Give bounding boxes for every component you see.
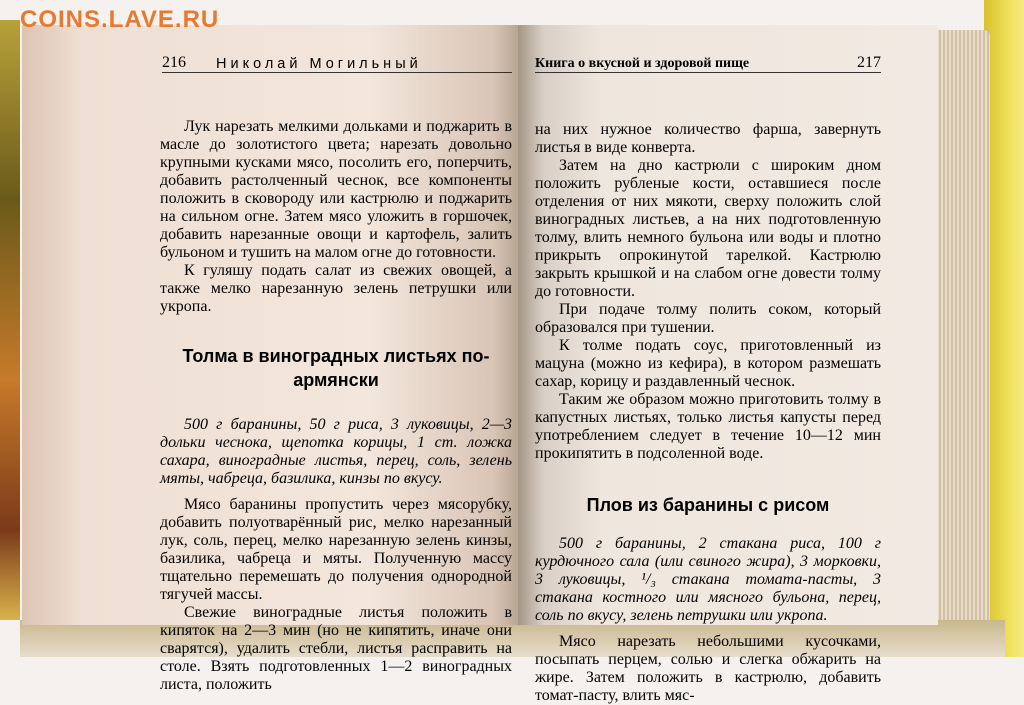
- paragraph: При подаче толму полить соком, который образовался при тушении.: [535, 301, 881, 336]
- recipe-title-plov: Плов из баранины с рисом: [586, 495, 830, 515]
- paragraph: Лук нарезать мелкими дольками и поджарить в масле до золотистого цвета; нарезать довольно крупными кусками мясо, посолить его, поперчить, добавить растолченный чеснок, все компоненты положить в сковороду или кастрюлю и поджарить на сильном огне. Затем мясо уложить в горшочек, добавить нарезанные овощи и картофель, залить бульоном и тушить на малом огне до готовности.: [160, 118, 512, 261]
- running-header-book-title: Книга о вкусной и здоровой пище: [535, 56, 750, 71]
- left-page-header: [162, 54, 512, 73]
- ingredients-tolma: 500 г баранины, 50 г риса, 3 луковицы, 2—3 дольки чеснока, щепотка корицы, 1 ст. ложка сахара, виноградные листья, перец, соль, зелень мяты, чабреца, базилика, кинзы по вкусу.: [160, 416, 512, 487]
- paragraph: К гуляшу подать салат из свежих овощей, а также мелко нарезанную зелень петрушки или укропа.: [160, 262, 512, 315]
- watermark: COINS.LAVE.RU: [20, 6, 220, 33]
- paragraph: Свежие виноградные листья положить в кипяток на 2—3 мин (но не кипятить, иначе они сварятся), удалить стебли, листья расправить на столе. Взять подготовленных 1—2 виноградных листа, положить: [160, 604, 512, 693]
- book-cover-left: [0, 20, 20, 620]
- right-page-number: 217: [857, 54, 881, 71]
- recipe-title-tolma: Толма в виноградных листьях по-армянски: [182, 346, 490, 390]
- paragraph: Мясо баранины пропустить через мясорубку, добавить полуотварённый рис, мелко нарезанный лук, соль, перец, мелко нарезанную зелень кинзы, базилика, чабреца и мяты. Полученную массу тщательно перемешать до получения однородной тягучей массы.: [160, 496, 512, 603]
- running-header-author: Николай Могильный: [216, 56, 422, 72]
- paragraph: Таким же образом можно приготовить толму в капустных листьях, только листья капусты перед употреблением следует в течение 10—12 мин прокипятить в подсоленной воде.: [535, 391, 881, 462]
- left-page-text: [160, 118, 512, 694]
- paragraph-continuation: на них нужное количество фарша, завернуть листья в виде конверта.: [535, 121, 881, 156]
- ingredients-plov: 500 г баранины, 2 стакана риса, 100 г курдючного сала (или свиного жира), 3 морковки, 3 луковицы, ¹/₃ стакана томата-пасты, 3 стакана костного или мясного бульона, перец, соль по вкусу, зелень петрушки или укропа.: [535, 535, 881, 624]
- right-page-text: [535, 121, 881, 705]
- paragraph: К толме подать соус, приготовленный из мацуна (можно из кефира), в котором размешать сахар, корицу и раздавленный чеснок.: [535, 337, 881, 390]
- paragraph: Мясо нарезать небольшими кусочками, посыпать перцем, солью и слегка обжарить на жире. Затем положить в кастрюлю, добавить томат-пасту, влить мяс-: [535, 633, 881, 704]
- book-cover-right: [984, 0, 1024, 657]
- left-page-number: 216: [162, 54, 186, 71]
- right-page-header: [535, 54, 881, 73]
- paragraph: Затем на дно кастрюли с широким дном положить рубленые кости, оставшиеся после отделения от них мякоти, сверху положить слой виноградных листьев, а на них подготовленную толму, влить немного бульона или воды и плотно прикрыть опрокинутой тарелкой. Кастрюлю закрыть крышкой и на слабом огне довести толму до готовности.: [535, 157, 881, 300]
- page-edges: [935, 30, 990, 630]
